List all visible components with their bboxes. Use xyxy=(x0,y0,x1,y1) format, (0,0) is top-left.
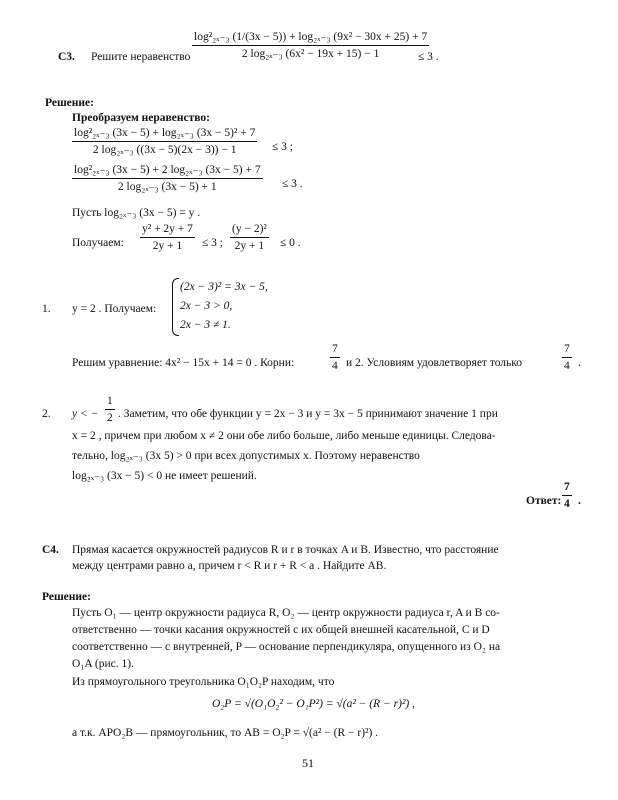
problem-c4-label: С4. xyxy=(42,544,59,556)
solution2-line4: O₁A (рис. 1). xyxy=(72,658,134,670)
case1-roots-tail: и 2. Условиям удовлетворяет только xyxy=(346,357,523,369)
c3-relation: ≤ 3 . xyxy=(418,51,439,63)
y2-relation: ≤ 0 . xyxy=(280,237,301,249)
half-denominator: 2 xyxy=(107,412,113,424)
y2-numerator: (y − 2)² xyxy=(230,222,269,238)
step2-denominator: 2 log₂ₓ₋₃ (3x − 5) + 1 xyxy=(117,181,217,193)
half-numerator: 1 xyxy=(105,394,115,410)
system-eq-1: (2x − 3)² = 3x − 5, xyxy=(180,281,268,293)
case2-line3: тельно, log₂ₓ₋₃ (3x 5) > 0 при всех допустимых x. Поэтому неравенство xyxy=(72,450,420,462)
transform-text: Преобразуем неравенство: xyxy=(72,112,210,124)
y2-denominator: 2y + 1 xyxy=(234,240,265,252)
answer-fraction xyxy=(560,480,574,511)
solution2-formula: O₂P = √(O₁O₂² − O₁P²) = √(a² − (R − r)²) , xyxy=(212,698,415,710)
case1-number: 1. xyxy=(42,303,51,315)
case2-y-less: y < − xyxy=(72,408,99,420)
roots-denominator: 4 xyxy=(332,360,338,372)
system-eq-3: 2x − 3 ≠ 1. xyxy=(180,319,231,331)
solution2-line2: ответственно — точки касания окружностей с их общей внешней касательной, C и D xyxy=(72,624,490,636)
solution2-line6: а т.к. APO₂B — прямоугольник, то AB = O₂P = √(a² − (R − r)²) . xyxy=(72,727,379,739)
fraction-step-1 xyxy=(70,126,259,157)
solution2-line3: соответственно — с внутренней, P — основание перпендикуляра, опущенного из O₂ на xyxy=(72,641,501,653)
fraction-y2 xyxy=(228,222,271,253)
answer-label: Ответ: xyxy=(526,495,562,507)
substitution-text: Пусть log₂ₓ₋₃ (3x − 5) = y . xyxy=(72,207,201,219)
y1-relation: ≤ 3 ; xyxy=(202,237,224,249)
page-number: 51 xyxy=(302,756,314,770)
system-brace xyxy=(172,278,179,336)
only-denominator: 4 xyxy=(564,360,570,372)
solution2-line1: Пусть O₁ — центр окружности радиуса R, O₂ — центр окружности радиуса r, A и B со- xyxy=(72,607,500,619)
case1-only-frac xyxy=(560,342,574,373)
step1-denominator: 2 log₂ₓ₋₃ ((3x − 5)(2x − 3)) − 1 xyxy=(92,144,237,156)
case2-line4: log₂ₓ₋₃ (3x − 5) < 0 не имеет решений. xyxy=(72,470,257,482)
case2-number: 2. xyxy=(42,408,51,420)
step2-numerator: log²₂ₓ₋₃ (3x − 5) + 2 log₂ₓ₋₃ (3x − 5) + 7 xyxy=(72,163,263,179)
problem-c3-label: С3. xyxy=(58,51,75,63)
solution2-line5: Из прямоугольного треугольника O₁O₂P находим, что xyxy=(72,676,335,688)
c3-denominator: 2 log₂ₓ₋₃ (6x² − 19x + 15) − 1 xyxy=(241,48,380,60)
case2-line1: . Заметим, что обе функции y = 2x − 3 и y = 3x − 5 принимают значение 1 при xyxy=(118,408,498,420)
solution2-title: Решение: xyxy=(42,591,91,603)
problem-c3-fraction xyxy=(190,30,431,61)
system-eq-2: 2x − 3 > 0, xyxy=(180,300,233,312)
step1-relation: ≤ 3 ; xyxy=(272,141,294,153)
answer-dot: . xyxy=(578,495,581,507)
y1-numerator: y² + 2y + 7 xyxy=(140,222,195,238)
problem-c4-line2: между центрами равно a, причем r < R и r + R < a . Найдите AB. xyxy=(72,560,387,572)
c3-numerator: log²₂ₓ₋₃ (1/(3x − 5)) + log₂ₓ₋₃ (9x² − 30x + 25) + 7 xyxy=(192,30,429,46)
only-numerator: 7 xyxy=(562,342,572,358)
step1-numerator: log²₂ₓ₋₃ (3x − 5) + log₂ₓ₋₃ (3x − 5)² + 7 xyxy=(72,126,257,142)
roots-numerator: 7 xyxy=(330,342,340,358)
fraction-y1 xyxy=(138,222,197,253)
case2-half-frac xyxy=(103,394,117,425)
case1-roots-frac xyxy=(328,342,342,373)
answer-denominator: 4 xyxy=(564,498,570,510)
case1-text: y = 2 . Получаем: xyxy=(72,303,157,315)
y1-denominator: 2y + 1 xyxy=(152,240,183,252)
problem-c4-line1: Прямая касается окружностей радиусов R и r в точках A и B. Известно, что расстояние xyxy=(72,544,499,556)
fraction-step-2 xyxy=(70,163,265,194)
case2-line2: x = 2 , причем при любом x ≠ 2 они обе либо больше, либо меньше единицы. Следова- xyxy=(72,430,496,442)
problem-c3-prompt: Решите неравенство xyxy=(91,51,191,63)
case1-solve: Решим уравнение: 4x² − 15x + 14 = 0 . Корни: xyxy=(72,357,295,369)
case1-dot: . xyxy=(578,357,581,369)
get-label: Получаем: xyxy=(72,237,124,249)
solution-title: Решение: xyxy=(45,97,94,109)
step2-relation: ≤ 3 . xyxy=(282,178,303,190)
answer-numerator: 7 xyxy=(562,480,572,496)
